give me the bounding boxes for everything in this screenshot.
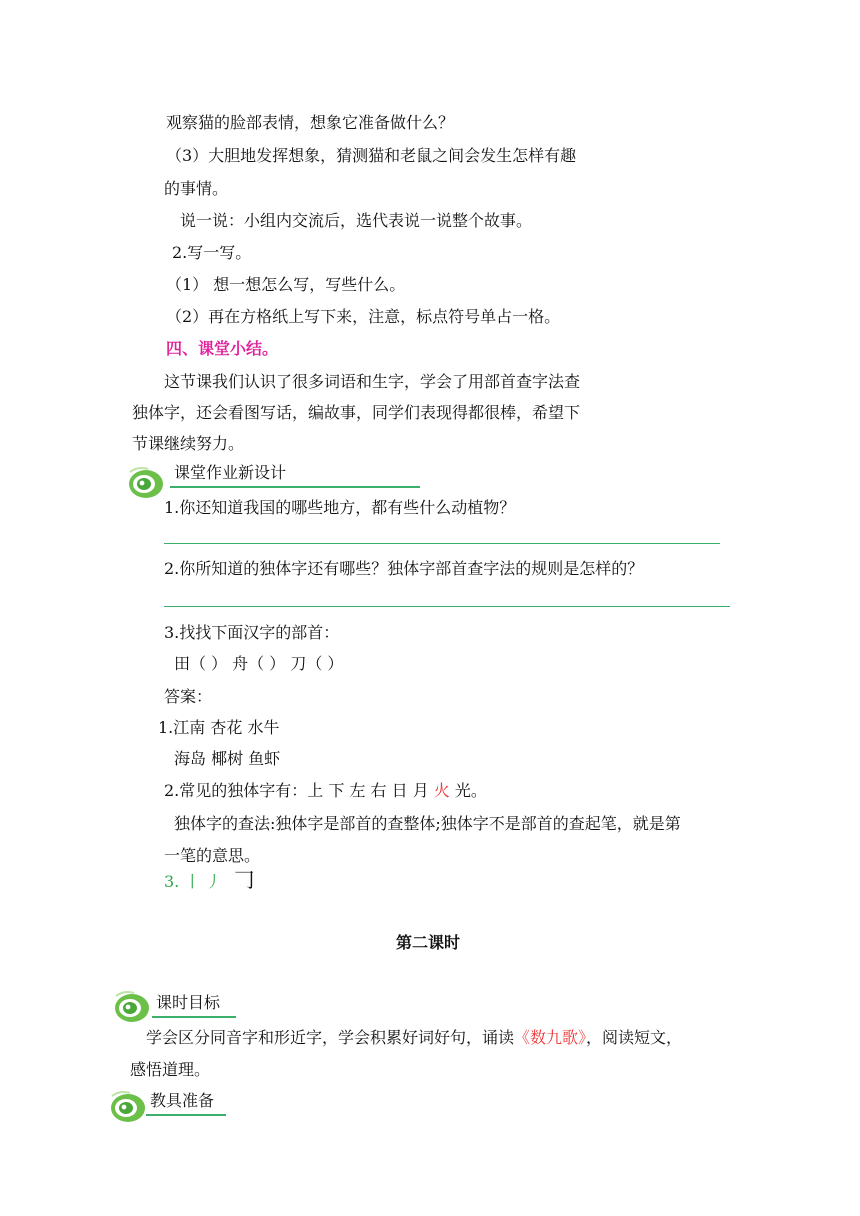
lesson2-title: 第二课时 bbox=[396, 933, 461, 952]
line-write: 2.写一写。 bbox=[172, 243, 252, 262]
line-write-1: （1） 想一想怎么写，写些什么。 bbox=[166, 275, 406, 294]
answer-2-rule-line1: 独体字的查法:独体字是部首的查整体;独体字不是部首的查起笔，就是第 bbox=[174, 814, 681, 833]
answer-3-last: 𠃌 bbox=[232, 868, 255, 893]
goal-underline bbox=[152, 1016, 236, 1018]
line-say: 说一说：小组内交流后，选代表说一说整个故事。 bbox=[180, 211, 533, 230]
summary-p2: 独体字，还会看图写话，编故事，同学们表现得都很棒，希望下 bbox=[132, 403, 581, 422]
question-3-items: 田（ ） 舟（ ） 刀（ ） bbox=[174, 654, 344, 673]
answer-1-line1: 1.江南 杏花 水牛 bbox=[158, 718, 280, 737]
goal-p1-pre: 学会区分同音字和形近字，学会积累好词好句，诵读 bbox=[146, 1028, 515, 1047]
answer-3-strokes: 丨 丿 bbox=[184, 872, 222, 891]
goal-p1 bbox=[146, 1027, 682, 1049]
goal-p1-post: ，阅读短文， bbox=[586, 1028, 683, 1047]
homework-header bbox=[126, 462, 326, 502]
prep-header bbox=[108, 1086, 308, 1126]
answer-line-2 bbox=[164, 606, 730, 607]
homework-title: 课堂作业新设计 bbox=[174, 463, 287, 482]
goal-p1-title: 《数九歌》 bbox=[514, 1028, 587, 1047]
answer-label: 答案： bbox=[164, 687, 213, 706]
answer-1-line2: 海岛 椰树 鱼虾 bbox=[174, 749, 281, 768]
answer-line-1 bbox=[164, 543, 720, 544]
leaf-icon bbox=[112, 988, 152, 1024]
question-1: 1.你还知道我国的哪些地方，都有些什么动植物？ bbox=[164, 498, 516, 517]
line-write-2: （2）再在方格纸上写下来，注意，标点符号单占一格。 bbox=[166, 307, 561, 326]
goal-header bbox=[112, 986, 312, 1026]
homework-underline bbox=[170, 486, 420, 488]
line-observe: 观察猫的脸部表情，想象它准备做什么？ bbox=[166, 113, 455, 132]
question-2: 2.你所知道的独体字还有哪些？独体字部首查字法的规则是怎样的？ bbox=[164, 559, 644, 578]
answer-3 bbox=[164, 870, 255, 893]
goal-p2: 感悟道理。 bbox=[130, 1060, 211, 1079]
answer-2 bbox=[164, 780, 487, 802]
answer-2-rule-line2: 一笔的意思。 bbox=[164, 846, 261, 865]
summary-heading: 四、课堂小结。 bbox=[166, 339, 279, 358]
summary-p1: 这节课我们认识了很多词语和生字，学会了用部首查字法查 bbox=[164, 372, 581, 391]
summary-p3: 节课继续努力。 bbox=[132, 434, 245, 453]
line-imagine: （3）大胆地发挥想象，猜测猫和老鼠之间会发生怎样有趣 bbox=[166, 146, 577, 165]
answer-2-suffix: 光。 bbox=[449, 781, 487, 800]
question-3: 3.找找下面汉字的部首： bbox=[164, 623, 340, 642]
line-imagine-cont: 的事情。 bbox=[164, 179, 229, 198]
goal-title: 课时目标 bbox=[156, 993, 221, 1012]
leaf-icon bbox=[126, 464, 166, 500]
answer-2-highlight: 火 bbox=[433, 781, 450, 800]
prep-underline bbox=[146, 1114, 226, 1116]
leaf-icon bbox=[108, 1088, 148, 1124]
prep-title: 教具准备 bbox=[150, 1091, 215, 1110]
answer-2-prefix: 2.常见的独体字有：上 下 左 右 日 月 bbox=[164, 781, 434, 800]
answer-3-prefix: 3. bbox=[164, 872, 180, 891]
